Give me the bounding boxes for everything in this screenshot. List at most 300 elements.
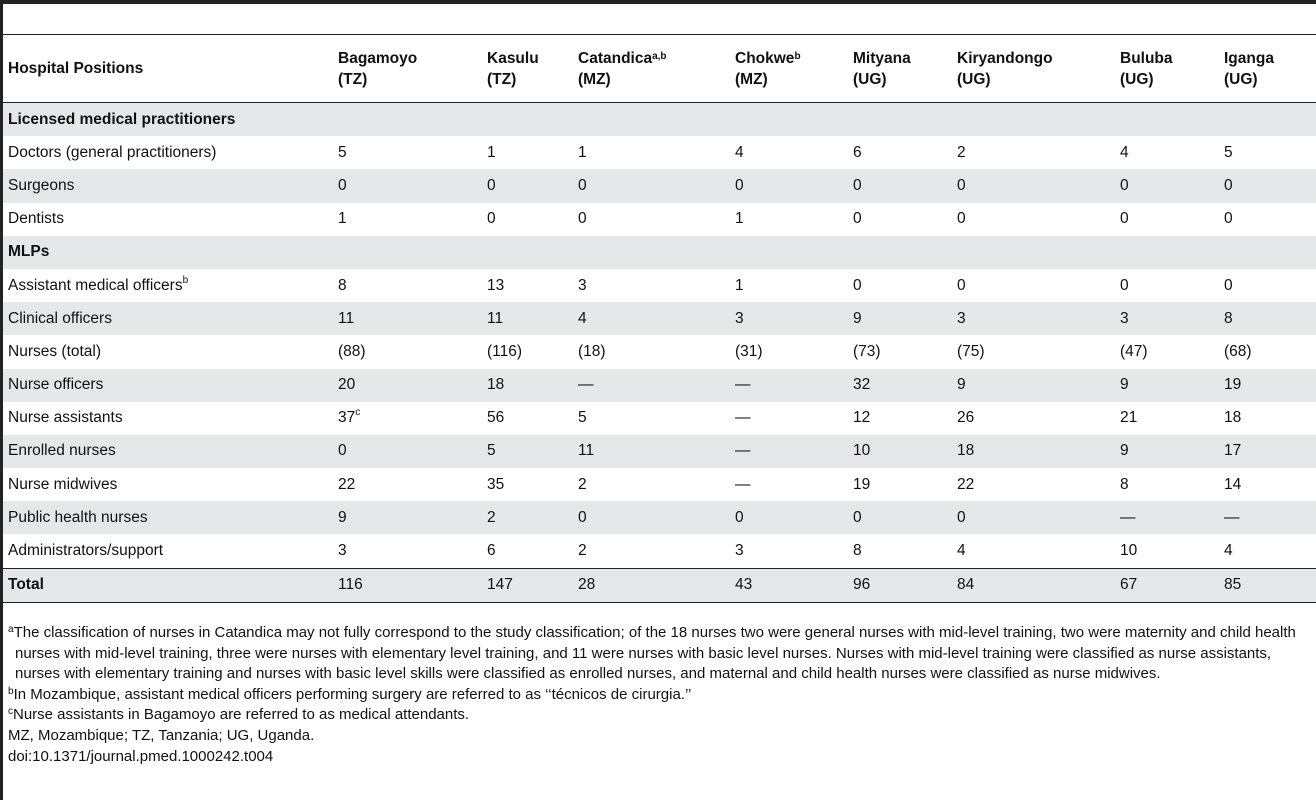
cell-value: (73) xyxy=(853,342,881,360)
table-cell xyxy=(730,402,848,435)
section-row xyxy=(3,236,1316,269)
table-cell xyxy=(482,169,573,202)
footnote-marker: a,b xyxy=(652,50,667,62)
column-header-catandica xyxy=(573,35,730,103)
cell-value: 2 xyxy=(578,475,587,493)
table-cell xyxy=(952,269,1115,302)
row-label-text: Licensed medical practitioners xyxy=(8,110,236,128)
table-cell xyxy=(730,468,848,501)
header-country: (MZ) xyxy=(578,70,611,88)
table-cell xyxy=(730,335,848,368)
cell-value: 28 xyxy=(578,576,596,594)
row-label-text: Nurse officers xyxy=(8,376,104,394)
table-cell xyxy=(848,534,952,568)
table-row xyxy=(3,136,1316,169)
cell-value: 0 xyxy=(578,176,587,194)
cell-value: 6 xyxy=(487,542,496,560)
table-cell xyxy=(482,369,573,402)
table-cell xyxy=(848,435,952,468)
table-body xyxy=(3,103,1316,603)
row-label-text: Doctors (general practitioners) xyxy=(8,143,217,161)
header-name: Bagamoyo xyxy=(338,49,418,67)
table-cell xyxy=(333,136,482,169)
cell-value: 0 xyxy=(578,508,587,526)
footnote-letter: c xyxy=(8,706,13,718)
footnote-text: Nurse assistants in Bagamoyo are referred to as medical attendants. xyxy=(13,706,470,724)
cell-value: 3 xyxy=(338,542,347,560)
cell-value: 3 xyxy=(735,309,744,327)
table-cell xyxy=(333,169,482,202)
cell-value: 3 xyxy=(578,276,587,294)
cell-value: 0 xyxy=(1120,176,1129,194)
table-cell xyxy=(952,335,1115,368)
footnote-marker: c xyxy=(355,407,361,419)
cell-value: 22 xyxy=(957,475,975,493)
cell-value: 67 xyxy=(1120,576,1138,594)
header-country: (UG) xyxy=(1224,70,1258,88)
row-label xyxy=(3,136,333,169)
table-cell xyxy=(952,435,1115,468)
cell-value: 0 xyxy=(1120,276,1129,294)
cell-value: 8 xyxy=(338,276,347,294)
table-cell xyxy=(482,335,573,368)
cell-value: 0 xyxy=(487,210,496,228)
footnote-text: doi:10.1371/journal.pmed.1000242.t004 xyxy=(8,747,274,765)
cell-value: 9 xyxy=(957,376,966,394)
table-cell xyxy=(482,501,573,534)
cell-value: — xyxy=(1120,508,1136,526)
footnote-text: In Mozambique, assistant medical officers performing surgery are referred to as ‘‘técnicos de cirurgia.’’ xyxy=(13,685,692,703)
table-cell xyxy=(952,501,1115,534)
table-cell xyxy=(1115,435,1219,468)
header-name: Chokwe xyxy=(735,49,795,67)
cell-value: 0 xyxy=(735,176,744,194)
cell-value: 1 xyxy=(578,143,587,161)
cell-value: 4 xyxy=(1224,542,1233,560)
cell-value: 0 xyxy=(1224,276,1233,294)
cell-value: — xyxy=(735,475,751,493)
cell-value: 0 xyxy=(487,176,496,194)
table-cell xyxy=(482,534,573,568)
table-cell xyxy=(848,402,952,435)
cell-value: 5 xyxy=(487,442,496,460)
cell-value: 19 xyxy=(853,475,871,493)
table-cell xyxy=(482,136,573,169)
table-cell xyxy=(952,203,1115,236)
row-label xyxy=(3,236,1316,269)
row-label-text: Nurses (total) xyxy=(8,342,102,360)
cell-value: 5 xyxy=(578,409,587,427)
column-header-chokwe xyxy=(730,35,848,103)
column-header-positions xyxy=(3,35,333,103)
cell-value: 9 xyxy=(1120,442,1129,460)
cell-value: 19 xyxy=(1224,376,1242,394)
cell-value: 4 xyxy=(1120,143,1129,161)
header-name: Iganga xyxy=(1224,49,1274,67)
footnote xyxy=(8,747,1314,768)
cell-value: 0 xyxy=(1120,210,1129,228)
table-cell xyxy=(573,369,730,402)
cell-value: 147 xyxy=(487,576,513,594)
cell-value: 0 xyxy=(338,442,347,460)
table-cell xyxy=(730,169,848,202)
cell-value: 11 xyxy=(338,309,355,327)
row-label xyxy=(3,369,333,402)
row-label xyxy=(3,203,333,236)
staffing-table-container xyxy=(3,34,1316,603)
table-cell xyxy=(1219,269,1316,302)
table-cell xyxy=(1115,269,1219,302)
table-cell xyxy=(573,136,730,169)
table-cell xyxy=(1115,203,1219,236)
cell-value: (47) xyxy=(1120,342,1148,360)
footnote-text: The classification of nurses in Catandica may not fully correspond to the study classification; of the 18 nurses two were general nurses with mid-level training, two were maternity and child health nurses with mid-level training, three were nurses with elementary level training, and 11 were nurses with basic level nurses. Nurses with mid-level training were classified as nurse assistants, nurses with elementary training and nurses with basic level skills were classified as enrolled nurses, and maternal and child health nurses were classified as nurse midwives. xyxy=(13,624,1296,683)
table-cell xyxy=(1115,369,1219,402)
column-header-buluba xyxy=(1115,35,1219,103)
cell-value: 0 xyxy=(957,210,966,228)
cell-value: (88) xyxy=(338,342,366,360)
table-cell xyxy=(848,136,952,169)
cell-value: 18 xyxy=(957,442,975,460)
cell-value: 4 xyxy=(957,542,966,560)
cell-value: 0 xyxy=(1224,210,1233,228)
table-cell xyxy=(730,501,848,534)
cell-value: 18 xyxy=(487,376,505,394)
table-row xyxy=(3,369,1316,402)
row-label xyxy=(3,335,333,368)
row-label-text: Clinical officers xyxy=(8,309,112,327)
cell-value: 13 xyxy=(487,276,505,294)
cell-value: (68) xyxy=(1224,342,1252,360)
column-header-iganga xyxy=(1219,35,1316,103)
cell-value: 5 xyxy=(338,143,347,161)
table-cell xyxy=(1219,468,1316,501)
footnote-text: MZ, Mozambique; TZ, Tanzania; UG, Uganda. xyxy=(8,726,315,744)
header-country: (TZ) xyxy=(338,70,368,88)
table-cell xyxy=(1115,302,1219,335)
cell-value: 21 xyxy=(1120,409,1138,427)
cell-value: 37 xyxy=(338,409,356,427)
row-label xyxy=(3,402,333,435)
table-cell xyxy=(573,203,730,236)
table-cell xyxy=(1219,534,1316,568)
cell-value: 0 xyxy=(853,176,862,194)
header-name: Kiryandongo xyxy=(957,49,1053,67)
cell-value: 18 xyxy=(1224,409,1242,427)
table-cell xyxy=(730,534,848,568)
table-cell xyxy=(333,369,482,402)
footnote-letter: a xyxy=(8,624,14,635)
cell-value: 3 xyxy=(735,542,744,560)
table-cell xyxy=(333,335,482,368)
table-cell xyxy=(1219,302,1316,335)
section-row xyxy=(3,103,1316,137)
cell-value: 17 xyxy=(1224,442,1242,460)
table-cell xyxy=(848,568,952,602)
footnote xyxy=(8,685,1314,706)
cell-value: (31) xyxy=(735,342,763,360)
table-cell xyxy=(952,136,1115,169)
header-name: Hospital Positions xyxy=(8,60,144,77)
table-cell xyxy=(333,468,482,501)
row-label xyxy=(3,269,333,302)
header-row xyxy=(3,35,1316,103)
cell-value: 32 xyxy=(853,376,871,394)
table-cell xyxy=(848,501,952,534)
top-border xyxy=(0,0,1316,4)
table-cell xyxy=(730,369,848,402)
table-cell xyxy=(1115,468,1219,501)
cell-value: 0 xyxy=(338,176,347,194)
row-label-text: Administrators/support xyxy=(8,542,164,560)
table-cell xyxy=(573,568,730,602)
table-cell xyxy=(573,269,730,302)
header-name: Kasulu xyxy=(487,49,539,67)
table-cell xyxy=(482,468,573,501)
table-cell xyxy=(333,501,482,534)
footnote xyxy=(8,705,1314,726)
total-row xyxy=(3,568,1316,602)
table-row xyxy=(3,169,1316,202)
table-cell xyxy=(952,402,1115,435)
cell-value: 1 xyxy=(735,276,744,294)
table-row xyxy=(3,534,1316,568)
table-cell xyxy=(573,468,730,501)
table-cell xyxy=(1219,369,1316,402)
table-cell xyxy=(1115,534,1219,568)
row-label-text: Dentists xyxy=(8,210,64,228)
table-cell xyxy=(848,302,952,335)
cell-value: — xyxy=(735,442,751,460)
cell-value: 6 xyxy=(853,143,862,161)
table-cell xyxy=(1219,136,1316,169)
row-label xyxy=(3,302,333,335)
table-cell xyxy=(1219,402,1316,435)
table-cell xyxy=(333,203,482,236)
table-cell xyxy=(573,501,730,534)
row-label-text: Assistant medical officers xyxy=(8,276,183,294)
table-cell xyxy=(848,369,952,402)
cell-value: 1 xyxy=(487,143,496,161)
footnote-marker: b xyxy=(182,274,189,286)
cell-value: (116) xyxy=(487,342,523,360)
header-country: (UG) xyxy=(957,70,991,88)
cell-value: 22 xyxy=(338,475,356,493)
table-cell xyxy=(1219,203,1316,236)
table-cell xyxy=(573,534,730,568)
cell-value: — xyxy=(735,376,751,394)
table-cell xyxy=(848,335,952,368)
table-row xyxy=(3,435,1316,468)
table-cell xyxy=(730,136,848,169)
cell-value: 56 xyxy=(487,409,505,427)
table-header xyxy=(3,35,1316,103)
table-cell xyxy=(333,568,482,602)
footnote xyxy=(8,726,1314,747)
table-cell xyxy=(573,402,730,435)
table-cell xyxy=(573,435,730,468)
cell-value: 116 xyxy=(338,576,363,594)
cell-value: 3 xyxy=(957,309,966,327)
table-row xyxy=(3,302,1316,335)
table-cell xyxy=(848,169,952,202)
header-country: (TZ) xyxy=(487,70,517,88)
cell-value: 12 xyxy=(853,409,871,427)
table-cell xyxy=(1219,335,1316,368)
table-cell xyxy=(482,269,573,302)
table-cell xyxy=(848,269,952,302)
table-cell xyxy=(482,302,573,335)
table-cell xyxy=(1115,335,1219,368)
table-row xyxy=(3,203,1316,236)
footnotes xyxy=(8,623,1314,767)
table-cell xyxy=(1115,568,1219,602)
header-country: (MZ) xyxy=(735,70,768,88)
cell-value: 9 xyxy=(853,309,862,327)
row-label-text: Enrolled nurses xyxy=(8,442,116,460)
row-label-text: MLPs xyxy=(8,243,50,261)
column-header-bagamoyo xyxy=(333,35,482,103)
cell-value: — xyxy=(1224,508,1240,526)
cell-value: 10 xyxy=(853,442,871,460)
table-cell xyxy=(848,468,952,501)
row-label-text: Nurse assistants xyxy=(8,409,123,427)
row-label-text: Public health nurses xyxy=(8,508,148,526)
table-row xyxy=(3,269,1316,302)
table-cell xyxy=(573,169,730,202)
table-cell xyxy=(1219,501,1316,534)
table-cell xyxy=(952,534,1115,568)
header-name: Catandica xyxy=(578,49,653,67)
cell-value: (18) xyxy=(578,342,606,360)
row-label xyxy=(3,501,333,534)
cell-value: 11 xyxy=(487,309,504,327)
table-cell xyxy=(482,568,573,602)
table-cell xyxy=(333,435,482,468)
cell-value: 8 xyxy=(1120,475,1129,493)
cell-value: 85 xyxy=(1224,576,1242,594)
table-row xyxy=(3,335,1316,368)
cell-value: 5 xyxy=(1224,143,1233,161)
table-cell xyxy=(1115,501,1219,534)
cell-value: 8 xyxy=(853,542,862,560)
table-cell xyxy=(952,302,1115,335)
staffing-table xyxy=(3,34,1316,603)
cell-value: 0 xyxy=(578,210,587,228)
table-cell xyxy=(1219,435,1316,468)
cell-value: 4 xyxy=(578,309,587,327)
table-cell xyxy=(848,203,952,236)
cell-value: — xyxy=(735,409,751,427)
table-cell xyxy=(573,302,730,335)
table-row xyxy=(3,402,1316,435)
table-cell xyxy=(952,369,1115,402)
cell-value: 14 xyxy=(1224,475,1242,493)
cell-value: 9 xyxy=(338,508,347,526)
cell-value: 0 xyxy=(853,276,862,294)
table-cell xyxy=(482,203,573,236)
header-name: Buluba xyxy=(1120,49,1173,67)
table-cell xyxy=(1115,169,1219,202)
table-cell xyxy=(333,302,482,335)
table-cell xyxy=(730,269,848,302)
table-cell xyxy=(573,335,730,368)
cell-value: 9 xyxy=(1120,376,1129,394)
header-country: (UG) xyxy=(1120,70,1154,88)
table-cell xyxy=(730,203,848,236)
row-label-text: Total xyxy=(8,576,44,594)
table-cell xyxy=(952,468,1115,501)
cell-value: 20 xyxy=(338,376,356,394)
header-country: (UG) xyxy=(853,70,887,88)
table-cell xyxy=(1219,568,1316,602)
table-cell xyxy=(952,568,1115,602)
row-label xyxy=(3,534,333,568)
column-header-kiryandongo xyxy=(952,35,1115,103)
table-cell xyxy=(730,568,848,602)
cell-value: 0 xyxy=(1224,176,1233,194)
row-label xyxy=(3,169,333,202)
cell-value: 0 xyxy=(957,276,966,294)
cell-value: — xyxy=(578,376,594,394)
cell-value: 26 xyxy=(957,409,975,427)
table-cell xyxy=(1219,169,1316,202)
cell-value: 35 xyxy=(487,475,505,493)
table-cell xyxy=(1115,136,1219,169)
cell-value: 0 xyxy=(735,508,744,526)
table-cell xyxy=(730,302,848,335)
cell-value: 8 xyxy=(1224,309,1233,327)
cell-value: 0 xyxy=(957,508,966,526)
table-cell xyxy=(482,402,573,435)
cell-value: 2 xyxy=(487,508,496,526)
cell-value: 0 xyxy=(853,508,862,526)
row-label xyxy=(3,103,1316,137)
cell-value: 96 xyxy=(853,576,871,594)
cell-value: 3 xyxy=(1120,309,1129,327)
table-cell xyxy=(333,402,482,435)
row-label xyxy=(3,468,333,501)
cell-value: 2 xyxy=(957,143,966,161)
cell-value: 43 xyxy=(735,576,753,594)
cell-value: 11 xyxy=(578,442,595,460)
footnote-marker: b xyxy=(794,50,801,62)
cell-value: 2 xyxy=(578,542,587,560)
cell-value: 10 xyxy=(1120,542,1138,560)
row-label-text: Surgeons xyxy=(8,176,75,194)
table-row xyxy=(3,501,1316,534)
table-cell xyxy=(333,269,482,302)
footnote-letter: b xyxy=(8,685,14,697)
table-cell xyxy=(482,435,573,468)
cell-value: 0 xyxy=(957,176,966,194)
row-label xyxy=(3,435,333,468)
cell-value: 4 xyxy=(735,143,744,161)
footnote xyxy=(8,623,1314,685)
cell-value: 84 xyxy=(957,576,975,594)
header-name: Mityana xyxy=(853,49,911,67)
table-cell xyxy=(730,435,848,468)
row-label xyxy=(3,568,333,602)
table-cell xyxy=(1115,402,1219,435)
cell-value: 1 xyxy=(338,210,347,228)
table-cell xyxy=(952,169,1115,202)
column-header-kasulu xyxy=(482,35,573,103)
table-cell xyxy=(333,534,482,568)
cell-value: 1 xyxy=(735,210,744,228)
table-row xyxy=(3,468,1316,501)
row-label-text: Nurse midwives xyxy=(8,475,118,493)
